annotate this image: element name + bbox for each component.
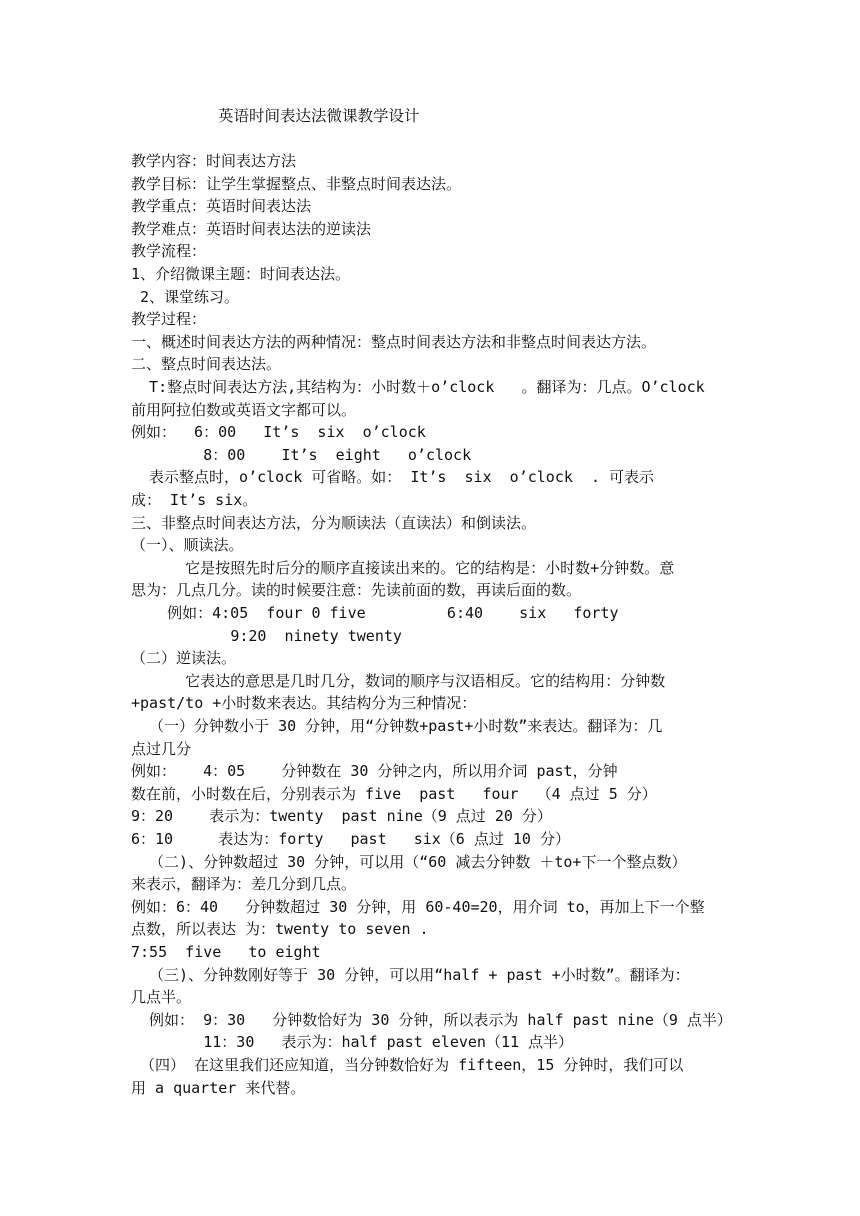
document-line: 9：20 表示为：twenty past nine（9 点过 20 分） [131,807,552,826]
document-line: 教学流程： [131,242,207,261]
document-line: （三)、分钟数刚好等于 30 分钟，可以用“half + past +小时数”。翻译为： [131,965,690,984]
document-line: 11：30 表示为：half past eleven（11 点半） [131,1033,574,1052]
document-line: 例如： 4：05 分钟数在 30 分钟之内，所以用介词 past，分钟 [131,762,618,781]
document-line: 表示整点时，o’clock 可省略。如： It’s six o’clock . 可表示 [131,468,655,487]
document-line: 7:55 five to eight [131,943,321,961]
document-line: 例如：6：40 分钟数超过 30 分钟，用 60-40=20，用介词 to，再加上下一个整 [131,897,705,916]
document-line: 它是按照先时后分的顺序直接读出来的。它的结构是：小时数+分钟数。意 [131,558,675,577]
document-line: 几点半。 [131,988,192,1007]
document-line: （一）、顺读法。 [131,536,244,555]
document-line: （四） 在这里我们还应知道，当分钟数恰好为 fifteen，15 分钟时，我们可以 [131,1056,684,1074]
document-line: 6：10 表达为：forty past six（6 点过 10 分） [131,830,570,848]
document-line: 用 a quarter 来代替。 [131,1078,306,1097]
document-line: 成： It’s six。 [131,491,258,509]
document-title: 英语时间表达法微课教学设计 [218,107,420,125]
document-line: 9:20 ninety twenty [131,626,402,645]
document-line: 例如： 6：00 It’s six o’clock [131,423,426,442]
document-line: 一、概述时间表达方法的两种情况：整点时间表达方法和非整点时间表达方法。 [131,332,657,351]
document-line: 教学目标：让学生掌握整点、非整点时间表达法。 [131,174,462,193]
document-line: 教学重点：英语时间表达法 [131,197,312,216]
document-line: 点数，所以表达 为：twenty to seven . [131,920,429,939]
document-line: 2、课堂练习。 [131,287,240,306]
document-line: 点过几分 [131,739,192,758]
document-line: 它表达的意思是几时几分，数词的顺序与汉语相反。它的结构用：分钟数 [131,671,666,690]
document-line: 例如：4:05 four 0 five 6:40 six forty [131,604,619,622]
document-line: 1、介绍微课主题：时间表达法。 [131,265,351,283]
document-line: 来表示，翻译为：差几分到几点。 [131,875,357,894]
document-line: 例如： 9：30 分钟数恰好为 30 分钟，所以表示为 half past nine（9 点半） [131,1010,732,1029]
document-line: 二、整点时间表达法。 [131,355,282,374]
document-line: 思为：几点几分。读的时候要注意：先读前面的数，再读后面的数。 [131,581,582,600]
document-line: （一）分钟数小于 30 分钟，用“分钟数+past+小时数”来表达。翻译为：几 [131,717,663,735]
document-line: （二）逆读法。 [131,649,237,668]
document-line: （二)、分钟数超过 30 分钟，可以用（“60 减去分钟数 ＋to+下一个整点数） [131,852,687,871]
document-line: 教学难点：英语时间表达法的逆读法 [131,219,372,238]
document-line: 三、非整点时间表达方法，分为顺读法（直读法）和倒读法。 [131,513,537,532]
document-line: 教学过程： [131,310,207,329]
document-line: 数在前，小时数在后，分别表示为 five past four （4 点过 5 分） [131,784,657,803]
document-line: 教学内容：时间表达方法 [131,152,297,170]
document-line: T:整点时间表达方法,其结构为：小时数＋o’clock 。翻译为：几点。O’clock [131,378,705,396]
document-line: +past/to +小时数来表达。其结构分为三种情况： [131,694,477,713]
document-line: 前用阿拉伯数或英语文字都可以。 [131,400,357,419]
document-line: 8：00 It’s eight o’clock [131,445,472,464]
